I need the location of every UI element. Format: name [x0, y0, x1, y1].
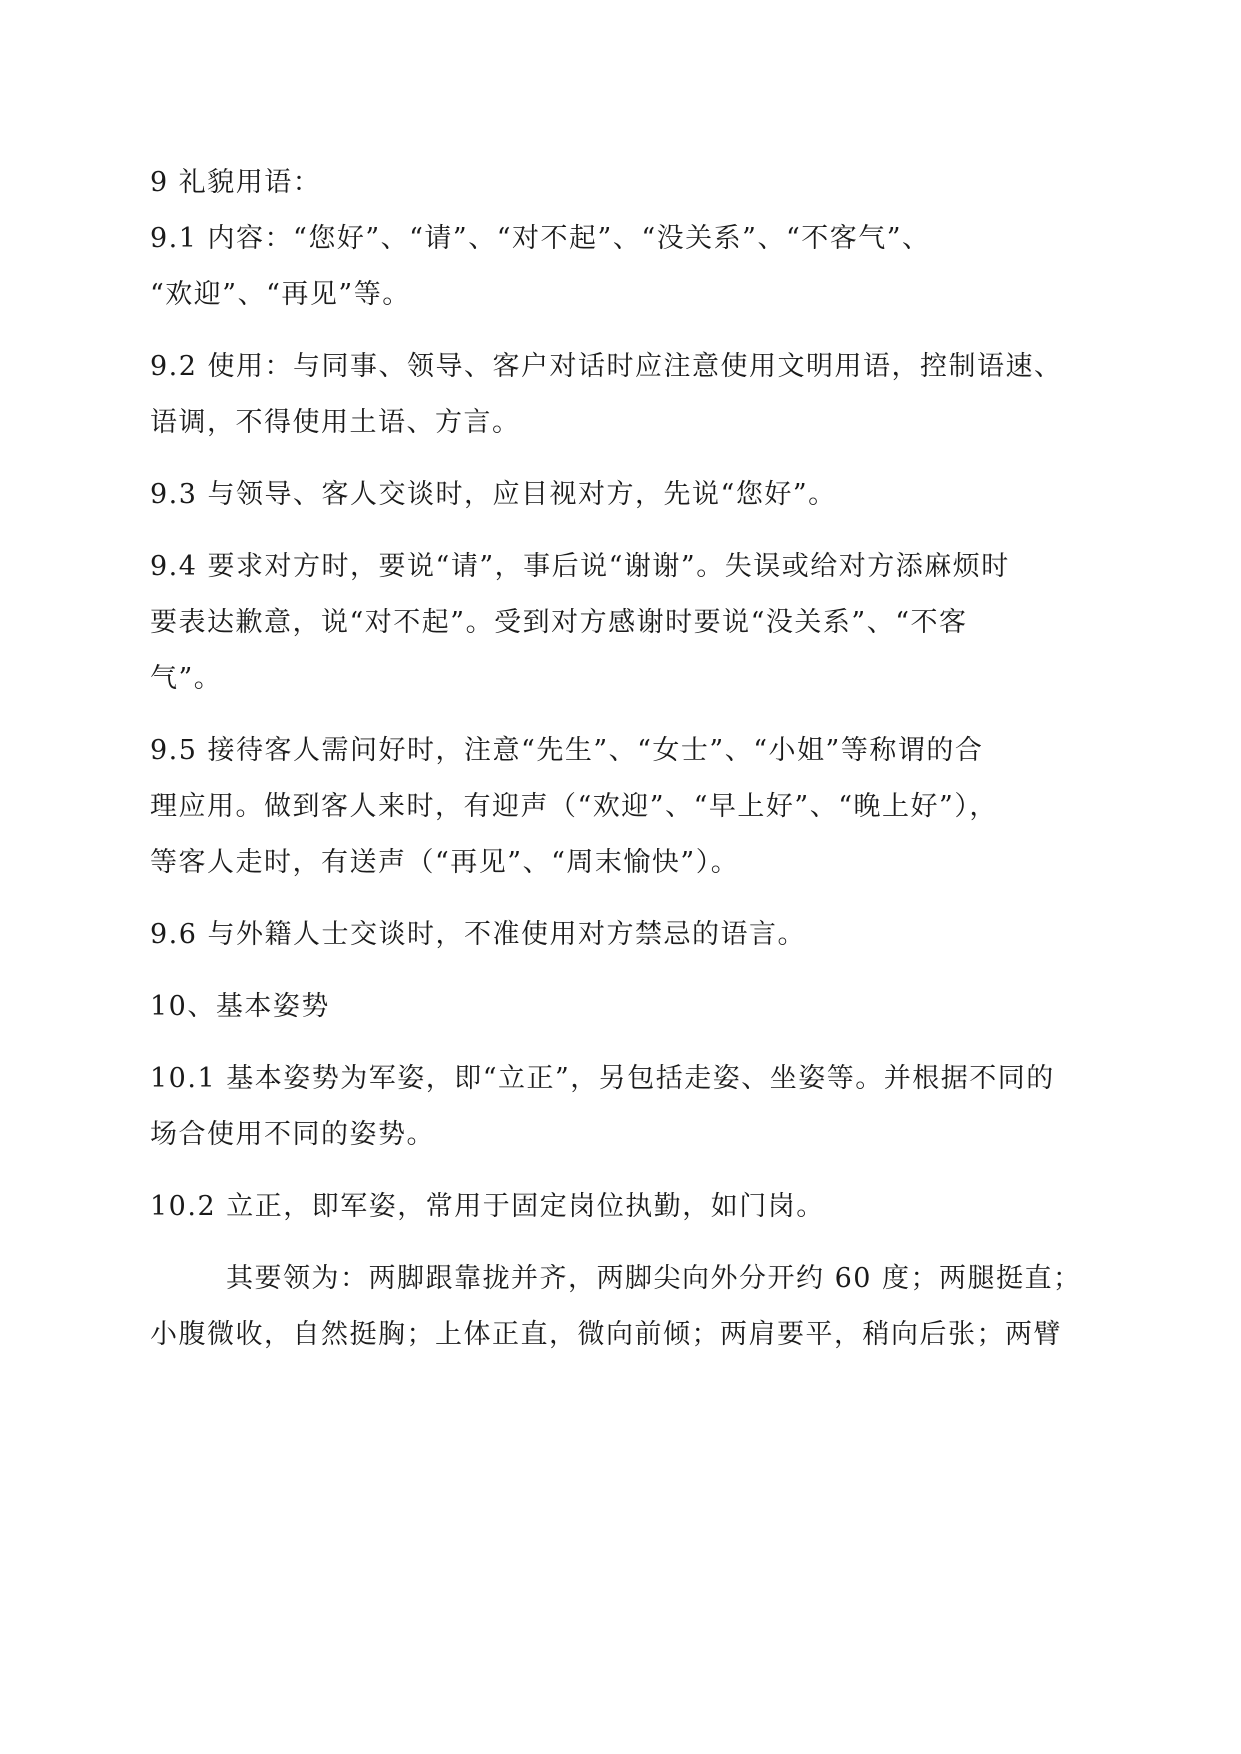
paragraph-9-2-line-1: 9.2 使用：与同事、领导、客户对话时应注意使用文明用语，控制语速、	[150, 351, 1063, 382]
paragraph-9-4-line-1: 9.4 要求对方时，要说“请”，事后说“谢谢”。失误或给对方添麻烦时	[150, 551, 1010, 582]
paragraph-9-2-line-2: 语调，不得使用土语、方言。	[150, 407, 521, 438]
paragraph-10-2: 10.2 立正，即军姿，常用于固定岗位执勤，如门岗。	[150, 1191, 825, 1222]
paragraph-10-1-line-1: 10.1 基本姿势为军姿，即“立正”，另包括走姿、坐姿等。并根据不同的	[150, 1063, 1055, 1094]
heading-section-9: 9 礼貌用语：	[150, 167, 322, 198]
paragraph-9-4-line-2: 要表达歉意，说“对不起”。受到对方感谢时要说“没关系”、“不客	[150, 607, 968, 638]
paragraph-9-5-line-3: 等客人走时，有送声（“再见”、“周末愉快”）。	[150, 847, 740, 878]
paragraph-9-3: 9.3 与领导、客人交谈时，应目视对方，先说“您好”。	[150, 479, 837, 510]
paragraph-posture-line-2: 小腹微收，自然挺胸；上体正直，微向前倾；两肩要平，稍向后张；两臂	[150, 1319, 1062, 1350]
paragraph-9-1-line-2: “欢迎”、“再见”等。	[150, 279, 411, 310]
paragraph-9-5-line-2: 理应用。做到客人来时，有迎声（“欢迎”、“早上好”、“晚上好”），	[150, 791, 998, 822]
paragraph-9-1-line-1: 9.1 内容：“您好”、“请”、“对不起”、“没关系”、“不客气”、	[150, 223, 931, 254]
paragraph-9-4-line-3: 气”。	[150, 663, 223, 694]
paragraph-posture-line-1: 其要领为：两脚跟靠拢并齐，两脚尖向外分开约 60 度；两腿挺直；	[226, 1263, 1082, 1294]
paragraph-9-6: 9.6 与外籍人士交谈时，不准使用对方禁忌的语言。	[150, 919, 807, 950]
heading-section-10: 10、基本姿势	[150, 991, 330, 1022]
paragraph-9-5-line-1: 9.5 接待客人需问好时，注意“先生”、“女士”、“小姐”等称谓的合	[150, 735, 984, 766]
paragraph-10-1-line-2: 场合使用不同的姿势。	[150, 1119, 435, 1150]
